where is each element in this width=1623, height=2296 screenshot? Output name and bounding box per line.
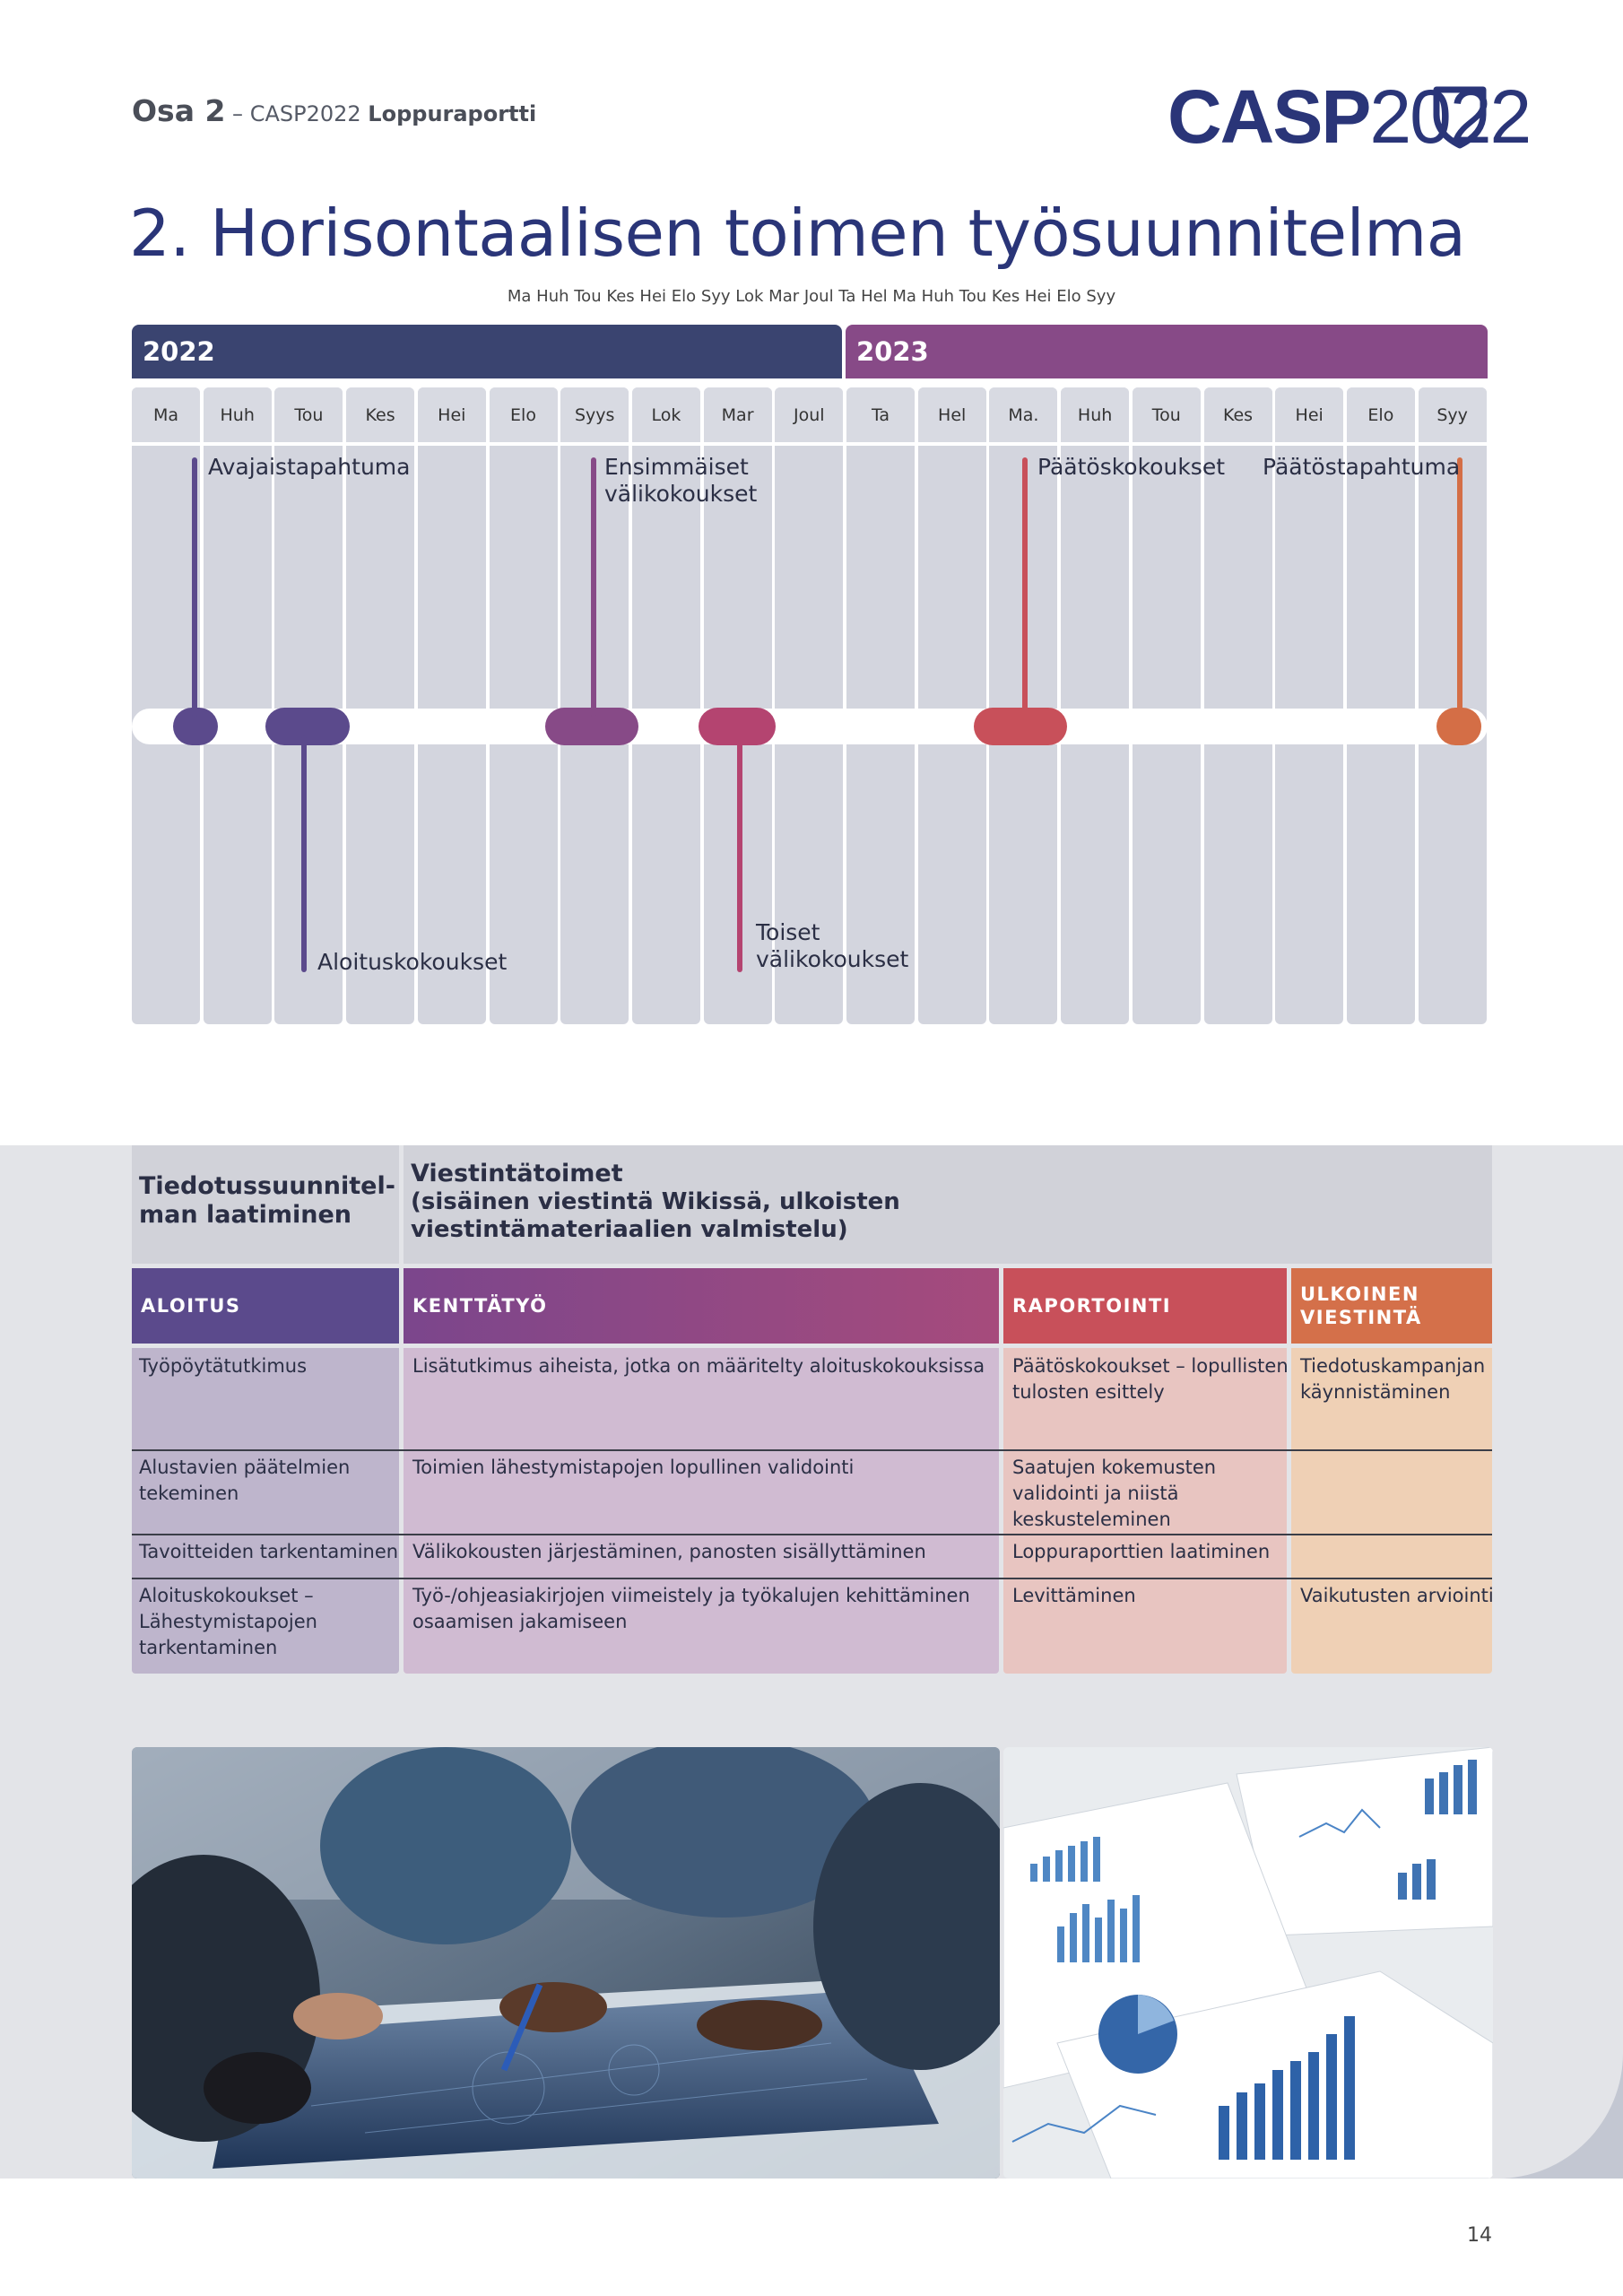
event-label: Päätöskokoukset	[1037, 454, 1226, 480]
year-bar-2022	[132, 325, 842, 378]
month-label: Huh	[1061, 387, 1129, 443]
month-label: Lok	[632, 387, 700, 443]
year-bar-2023	[846, 325, 1488, 378]
month-column	[1204, 387, 1272, 1024]
month-column	[1275, 387, 1343, 1024]
milestone-pill	[265, 708, 350, 745]
phase-kenttatyo	[404, 1268, 999, 1344]
table-cell: Toimien lähestymistapojen lopullinen validointi	[412, 1457, 855, 1478]
table-cell: Tiedotuskampanjan käynnistäminen	[1300, 1355, 1486, 1403]
month-label: Syys	[560, 387, 629, 443]
month-column	[274, 387, 343, 1024]
month-label: Ma.	[989, 387, 1057, 443]
milestone-pill	[974, 708, 1067, 745]
month-column	[1347, 387, 1415, 1024]
event-label: Päätöstapahtuma	[1263, 454, 1461, 480]
plan-header-title: Viestintätoimet	[411, 1160, 623, 1187]
running-header	[132, 93, 536, 128]
month-column	[490, 387, 558, 1024]
event-label: Ensimmäiset välikokoukset	[604, 454, 758, 507]
table-cell: Alustavien päätelmien tekeminen	[139, 1457, 351, 1504]
photo-team-meeting	[132, 1747, 1000, 2179]
row-divider	[132, 1534, 1492, 1535]
event-stem	[192, 457, 197, 718]
table-cell: Tavoitteiden tarkentaminen	[139, 1541, 399, 1562]
shield-icon	[1431, 84, 1488, 149]
event-stem	[591, 457, 596, 718]
month-column	[346, 387, 414, 1024]
logo-light-text: 2022	[1369, 74, 1531, 159]
header-doc: CASP2022	[249, 101, 361, 126]
month-label: Elo	[490, 387, 558, 443]
plan-header-right	[404, 1145, 1492, 1264]
table-cell: Aloituskokoukset – Lähestymistapojen tarkentaminen	[139, 1585, 317, 1658]
table-cell: Välikokousten järjestäminen, panosten sisällyttäminen	[412, 1541, 926, 1562]
table-cell: Päätöskokoukset – lopullisten tulosten esittely	[1012, 1355, 1289, 1403]
month-label: Syy	[1419, 387, 1487, 443]
phase-label: RAPORTOINTI	[1012, 1295, 1172, 1317]
event-stem	[301, 735, 307, 972]
month-column	[132, 387, 200, 1024]
month-label: Hei	[418, 387, 486, 443]
month-label: Kes	[1204, 387, 1272, 443]
phase-raportointi	[1003, 1268, 1287, 1344]
table-cell: Levittäminen	[1012, 1585, 1136, 1606]
table-cell: Työ-/ohjeasiakirjojen viimeistely ja työkalujen kehittäminen osaamisen jakamiseen	[412, 1585, 970, 1632]
month-column	[418, 387, 486, 1024]
photo-charts-reports	[1003, 1747, 1493, 2179]
phase-label: ALOITUS	[141, 1295, 241, 1317]
phase-label: KENTTÄTYÖ	[412, 1295, 548, 1317]
month-label: Hei	[1275, 387, 1343, 443]
month-label: Ta	[846, 387, 915, 443]
row-divider	[132, 1578, 1492, 1579]
plan-header-subtitle: (sisäinen viestintä Wikissä, ulkoisten viestintämateriaalien valmistelu)	[411, 1188, 900, 1243]
plan-header-left: Tiedotussuunnitel- man laatiminen	[132, 1145, 399, 1264]
phase-aloitus	[132, 1268, 399, 1344]
month-column	[1419, 387, 1487, 1024]
event-label: Avajaistapahtuma	[208, 454, 411, 480]
table-cell: Työpöytätutkimus	[139, 1355, 308, 1377]
month-label: Huh	[204, 387, 272, 443]
table-cell: Saatujen kokemusten validointi ja niistä keskusteleminen	[1012, 1457, 1217, 1530]
header-doc-bold: Loppuraportti	[368, 101, 537, 126]
phase-label: ULKOINEN VIESTINTÄ	[1300, 1283, 1422, 1328]
logo-bold-text: CASP	[1167, 74, 1370, 159]
month-column	[1061, 387, 1129, 1024]
event-stem	[1457, 457, 1462, 718]
page-title: 2. Horisontaalisen toimen työsuunnitelma	[129, 196, 1466, 271]
month-column	[204, 387, 272, 1024]
event-label: Aloituskokoukset	[317, 949, 508, 975]
month-label: Tou	[1133, 387, 1201, 443]
month-column	[918, 387, 986, 1024]
event-stem	[1022, 457, 1028, 718]
header-dash: –	[225, 101, 250, 126]
month-label: Elo	[1347, 387, 1415, 443]
table-cell: Loppuraporttien laatiminen	[1012, 1541, 1271, 1562]
row-divider	[132, 1449, 1492, 1451]
phase-ulkoinen-viestinta	[1291, 1268, 1492, 1344]
event-label: Toiset välikokoukset	[756, 919, 909, 972]
decorative-curve	[1497, 1145, 1623, 2179]
year-label: 2023	[856, 336, 929, 367]
month-label: Hel	[918, 387, 986, 443]
month-column	[1133, 387, 1201, 1024]
table-cell: Vaikutusten arviointi	[1300, 1585, 1494, 1606]
month-label: Tou	[274, 387, 343, 443]
header-rule	[132, 442, 1488, 446]
month-label: Joul	[775, 387, 843, 443]
page-number: 14	[1467, 2224, 1492, 2247]
months-caption: Ma Huh Tou Kes Hei Elo Syy Lok Mar Joul Ta Hel Ma Huh Tou Kes Hei Elo Syy	[507, 287, 1116, 306]
month-label: Ma	[132, 387, 200, 443]
month-label: Mar	[704, 387, 772, 443]
section-label: Osa 2	[132, 93, 226, 128]
month-label: Kes	[346, 387, 414, 443]
year-label: 2022	[143, 336, 215, 367]
table-cell: Lisätutkimus aiheista, jotka on määritelty aloituskokouksissa	[412, 1355, 985, 1377]
event-stem	[737, 735, 742, 972]
